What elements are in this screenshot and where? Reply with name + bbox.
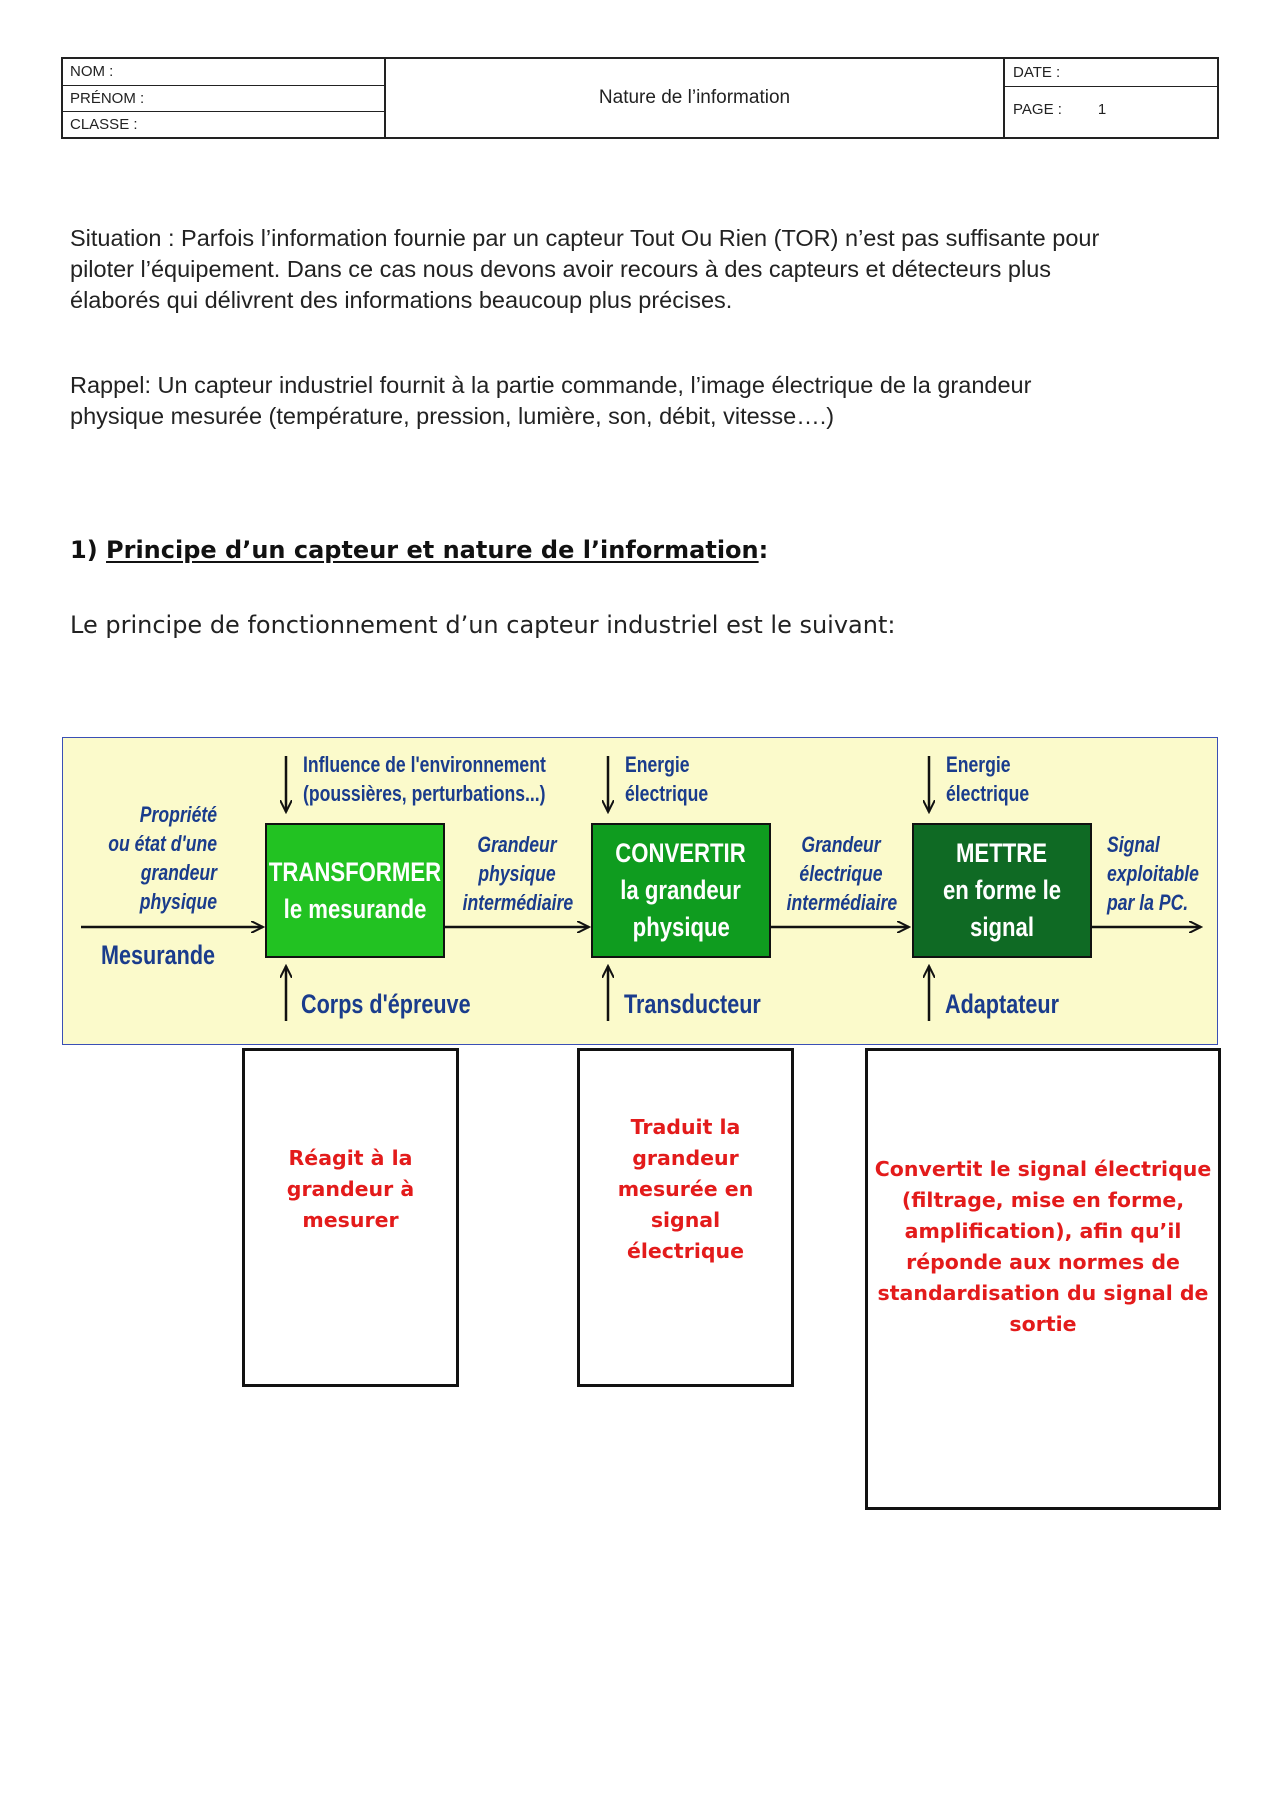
env-line: Influence de l'environnement <box>303 752 546 777</box>
block-line: signal <box>969 912 1034 942</box>
answer-box-2 <box>577 1048 794 1387</box>
mid-line: Grandeur <box>477 832 557 857</box>
answer-line: grandeur <box>632 1146 739 1170</box>
page-field <box>1005 87 1217 137</box>
energy-line: électrique <box>946 781 1030 806</box>
adaptateur-label: Adaptateur <box>945 989 1060 1019</box>
block-mettre <box>912 823 1092 958</box>
situation-line: piloter l’équipement. Dans ce cas nous devons avoir recours à des capteurs et détecteurs plus <box>70 256 1052 282</box>
answer-line: Réagit à la <box>288 1146 413 1170</box>
rappel-line: physique mesurée (température, pression, lumière, son, débit, vitesse….) <box>70 403 835 429</box>
intermediate-electrical <box>787 830 896 917</box>
answer-box-1 <box>242 1048 459 1387</box>
section-number: 1) <box>70 536 107 564</box>
answer-text-3 <box>875 1154 1212 1340</box>
block-line: en forme le <box>942 875 1062 905</box>
block-line: METTRE <box>956 838 1048 868</box>
answer-line: mesurée en signal <box>617 1177 754 1232</box>
transducteur-label: Transducteur <box>624 989 761 1019</box>
prenom-field: PRÉNOM : <box>63 85 384 111</box>
classe-field: CLASSE : <box>63 111 384 137</box>
situation-paragraph <box>70 223 1220 316</box>
nom-field: NOM : <box>70 63 114 80</box>
output-line: exploitable <box>1107 861 1199 886</box>
situation-line: Situation : Parfois l’information fournie par un capteur Tout Ou Rien (TOR) n’est pas suffisante pour <box>70 225 1100 251</box>
input-description <box>108 800 217 916</box>
mid-line: Grandeur <box>801 832 881 857</box>
rappel-paragraph <box>70 370 1220 432</box>
block-line: la grandeur <box>620 875 742 905</box>
page-number: 1 <box>1097 101 1107 118</box>
energy-label-2 <box>946 750 1029 808</box>
date-page-info <box>1003 59 1217 137</box>
page-label: PAGE : <box>1013 101 1062 118</box>
answer-line: standardisation du signal de <box>877 1281 1209 1305</box>
env-line: (poussières, perturbations...) <box>303 781 546 806</box>
mid-line: intermédiaire <box>786 890 898 915</box>
block-line: physique <box>632 912 730 942</box>
answer-line: mesurer <box>302 1208 399 1232</box>
answer-text-2 <box>580 1112 791 1267</box>
environment-influence <box>303 750 546 808</box>
answer-line: sortie <box>1009 1312 1077 1336</box>
input-line: physique <box>139 889 217 914</box>
situation-line: élaborés qui délivrent des informations beaucoup plus précises. <box>70 287 733 313</box>
mesurande-label: Mesurande <box>101 940 216 970</box>
rappel-line: Rappel: Un capteur industriel fournit à la partie commande, l’image électrique de la grandeur <box>70 372 1032 398</box>
mid-line: physique <box>478 861 556 886</box>
mid-line: intermédiaire <box>462 890 574 915</box>
block-line: CONVERTIR <box>615 838 747 868</box>
document-title: Nature de l’information <box>598 87 791 108</box>
section-title-text: Principe d’un capteur et nature de l’information <box>106 536 759 564</box>
corps-epreuve-label: Corps d'épreuve <box>301 989 471 1019</box>
answer-line: amplification), afin qu’il <box>904 1219 1182 1243</box>
output-line: par la PC. <box>1107 890 1189 915</box>
section-colon: : <box>758 536 769 564</box>
energy-label-1 <box>625 750 708 808</box>
block-line: TRANSFORMER <box>268 856 442 887</box>
mid-line: électrique <box>799 861 883 886</box>
block-transformer <box>265 823 445 958</box>
answer-box-3 <box>865 1048 1221 1510</box>
answer-line: grandeur à <box>286 1177 415 1201</box>
section-intro: Le principe de fonctionnement d’un capteur industriel est le suivant: <box>70 611 896 639</box>
answer-line: Convertit le signal électrique <box>874 1157 1212 1181</box>
answer-line: (filtrage, mise en forme, <box>901 1188 1185 1212</box>
answer-line: Traduit la <box>630 1115 741 1139</box>
student-info <box>63 59 386 137</box>
input-line: ou état d'une <box>108 831 217 856</box>
energy-line: Energie <box>625 752 690 777</box>
block-line: le mesurande <box>283 893 427 924</box>
block-convertir <box>591 823 771 958</box>
energy-line: électrique <box>625 781 709 806</box>
header-table <box>61 57 1219 139</box>
answer-line: électrique <box>626 1239 745 1263</box>
sensor-principle-diagram <box>62 737 1218 1045</box>
date-field: DATE : <box>1005 59 1217 87</box>
input-line: grandeur <box>140 860 217 885</box>
answer-text-1 <box>287 1143 414 1236</box>
output-line: Signal <box>1107 832 1160 857</box>
energy-line: Energie <box>946 752 1011 777</box>
intermediate-physical <box>463 830 572 917</box>
output-signal <box>1107 830 1199 917</box>
input-line: Propriété <box>139 802 217 827</box>
answer-line: réponde aux normes de <box>906 1250 1180 1274</box>
section-title <box>70 536 768 564</box>
